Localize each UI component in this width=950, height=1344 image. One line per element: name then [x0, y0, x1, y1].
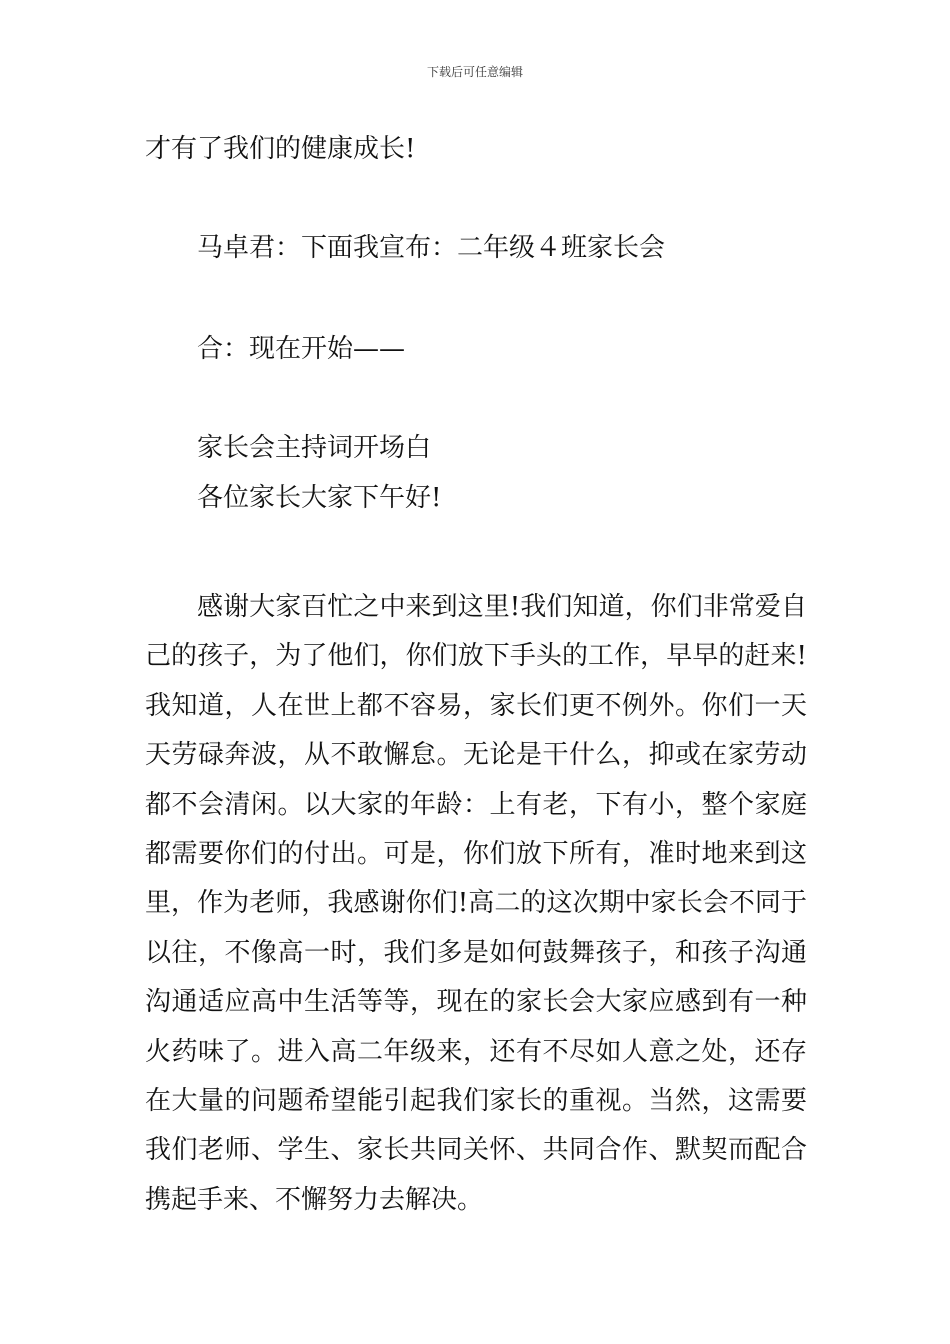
text-line-announcement: 马卓君：下面我宣布：二年级４班家长会 [197, 233, 666, 263]
paragraph-line: 感谢大家百忙之中来到这里!我们知道，你们非常爱自 [197, 592, 807, 622]
paragraph-line: 里，作为老师，我感谢你们!高二的这次期中家长会不同于 [145, 888, 807, 919]
text-line-closing: 才有了我们的健康成长! [145, 134, 416, 164]
text-line-start: 合：现在开始—— [197, 334, 406, 364]
paragraph-line: 我们老师、学生、家长共同关怀、共同合作、默契而配合 [145, 1135, 807, 1166]
page-header: 下载后可任意编辑 [426, 65, 523, 79]
paragraph-line: 都需要你们的付出。可是，你们放下所有，准时地来到这 [145, 839, 807, 870]
section-heading: 家长会主持词开场白 [197, 433, 432, 463]
body-paragraph [145, 583, 807, 1225]
paragraph-line: 火药味了。进入高二年级来，还有不尽如人意之处，还存 [145, 1036, 807, 1067]
paragraph-line: 天劳碌奔波，从不敢懈怠。无论是干什么，抑或在家劳动 [145, 740, 807, 771]
paragraph-line: 都不会清闲。以大家的年龄：上有老，下有小，整个家庭 [145, 789, 807, 820]
paragraph-line: 携起手来、不懈努力去解决。 [145, 1184, 484, 1215]
paragraph-line: 沟通适应高中生活等等，现在的家长会大家应感到有一种 [145, 987, 807, 1018]
paragraph-line: 我知道，人在世上都不容易，家长们更不例外。你们一天 [145, 690, 807, 721]
greeting-line: 各位家长大家下午好! [197, 483, 442, 513]
paragraph-line: 在大量的问题希望能引起我们家长的重视。当然，这需要 [145, 1086, 807, 1117]
paragraph-line: 以往，不像高一时，我们多是如何鼓舞孩子，和孩子沟通 [145, 937, 807, 968]
paragraph-line: 己的孩子，为了他们，你们放下手头的工作，早早的赶来! [145, 641, 807, 672]
